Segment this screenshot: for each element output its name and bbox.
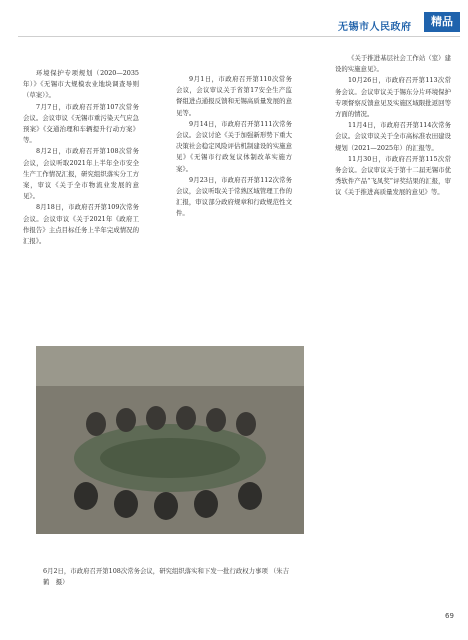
- photo-caption: [43, 566, 293, 588]
- paragraph: 9月14日，市政府召开第111次常务会议。会议讨论《关于加强新形势下重大决策社会稳定风险评估机制建设的实施意见》《无锡市行政复议体制改革实施方案》。: [176, 119, 292, 173]
- paragraph: 10月26日，市政府召开第113次常务会议。会议审议关于锡东分片环境保护专项督察反馈意见及实施区域限批返回等方面的情况。: [335, 76, 451, 119]
- paragraph: 9月1日，市政府召开第110次常务会议，会议审议关于省第17安全生产监督组进点通报反馈和无锡高质量发展的意见等。: [176, 75, 292, 117]
- page-number: 69: [445, 612, 454, 620]
- section-title: 无锡市人民政府: [338, 22, 412, 33]
- paragraph: 8月2日，市政府召开第108次常务会议，会议听取2021年上半年全市安全生产工作情况汇报，研究组织落实分工方案，审议《关于全市物流业发展的意见》。: [23, 147, 139, 201]
- paragraph: 9月23日，市政府召开第112次常务会议，会议听取关于常熟区域管理工作的汇报，审议部分政府规章和行政规范性文件。: [176, 175, 292, 218]
- meeting-photo: [36, 346, 304, 534]
- paragraph: 8月18日，市政府召开第109次常务会议。会议审议《关于2021年《政府工作报告》主点目标任务上半年完成情况的汇报》。: [23, 203, 139, 246]
- paragraph: 7月7日，市政府召开第107次常务会议。会议审议《无锡市重污染天气应急预案》《交通治理和车辆提升行动方案》等。: [23, 102, 139, 145]
- paragraph: 11月30日，市政府召开第115次常务会议。会议审议关于第十二届无锡市优秀软件产品“飞凤奖”评奖结果的汇报，审议《关于推进高质量发展的意见》等。: [335, 154, 451, 197]
- header-rule: [18, 36, 460, 37]
- caption-text: 6月2日，市政府召开第108次常务会议，研究组织落实和下发一批行政权力事项: [43, 567, 268, 575]
- paragraph: 11月4日，市政府召开第114次常务会议。会议审议关于全市高标准农田建设规划（2021—2025年）的汇报等。: [335, 121, 451, 152]
- paragraph: 《关于推进基层社会工作站（室）建设的实施意见》。: [335, 54, 451, 74]
- meeting-photo-graphic: [36, 346, 304, 534]
- paragraph: 环境保护专项规划（2020—2035年）》《无锡市大规模农业地块调查导则（草案）》。: [23, 69, 139, 100]
- section-badge: 精品: [424, 12, 460, 32]
- text-column-3: [335, 53, 451, 593]
- caption-author: （朱吉鹤 摄）: [43, 567, 290, 586]
- text-column-2: [176, 74, 292, 307]
